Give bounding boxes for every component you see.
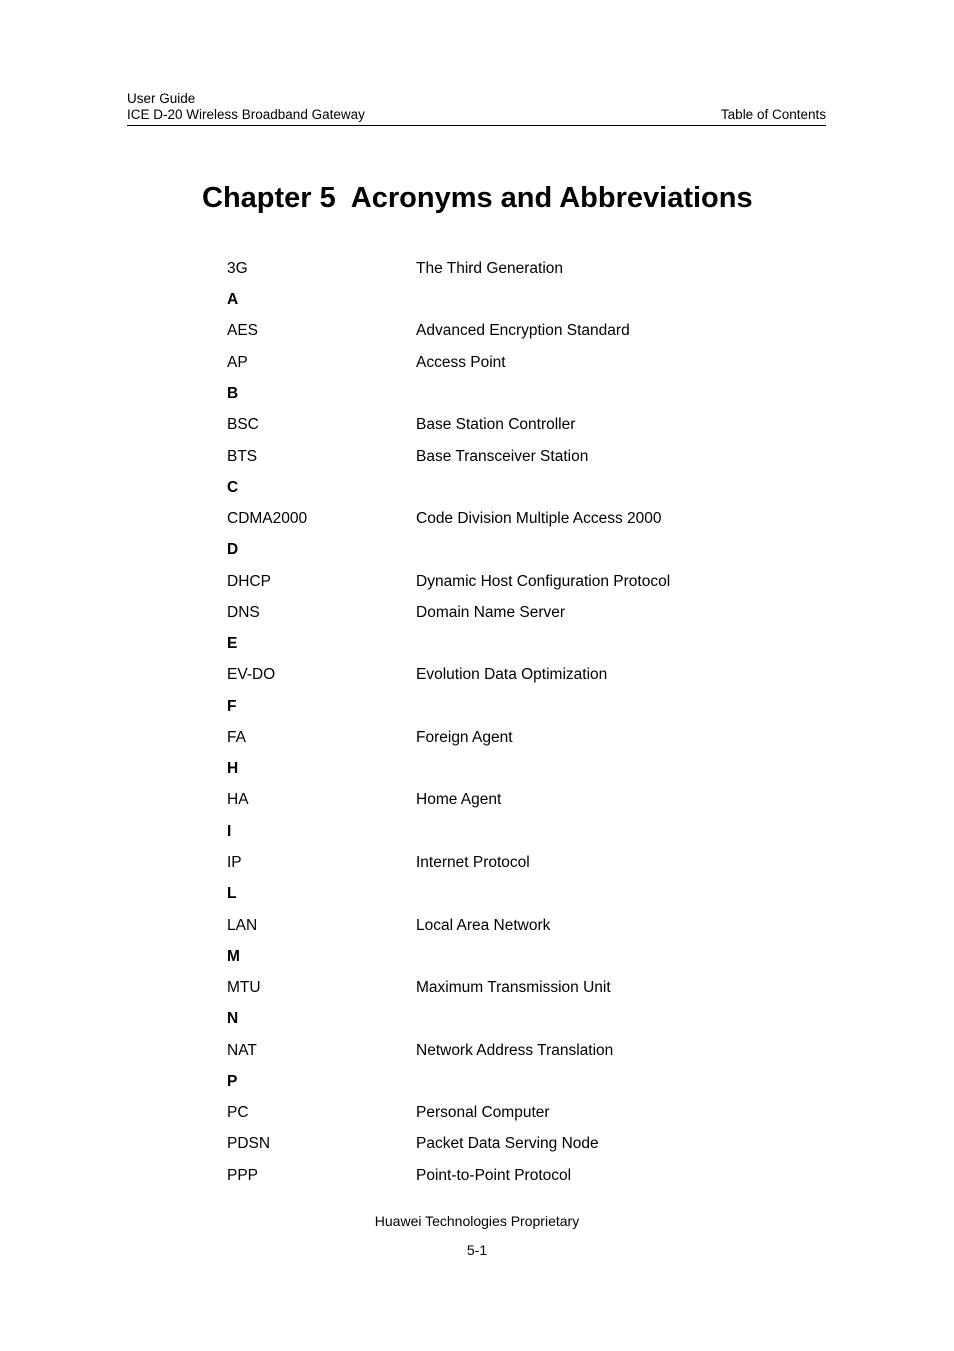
acronym-term: MTU (227, 979, 261, 996)
letter-heading-label: D (227, 541, 239, 558)
letter-heading (227, 384, 787, 404)
acronym-row (227, 853, 787, 873)
letter-heading (227, 1009, 787, 1029)
header-doc-type: User Guide (127, 91, 196, 106)
acronym-expansion: Internet Protocol (416, 854, 530, 871)
letter-heading-label: A (227, 291, 239, 308)
acronym-expansion: Local Area Network (416, 917, 551, 934)
letter-heading (227, 759, 787, 779)
acronym-row (227, 353, 787, 373)
letter-heading (227, 540, 787, 560)
letter-heading (227, 478, 787, 498)
letter-heading-label: P (227, 1073, 238, 1090)
acronym-term: PC (227, 1104, 249, 1121)
acronym-term: 3G (227, 260, 248, 277)
acronym-row (227, 415, 787, 435)
acronym-term: DHCP (227, 573, 271, 590)
letter-heading-label: F (227, 698, 237, 715)
acronym-expansion: Packet Data Serving Node (416, 1135, 599, 1152)
acronym-term: EV-DO (227, 666, 276, 683)
header-section-name: Table of Contents (720, 107, 826, 122)
letter-heading (227, 884, 787, 904)
letter-heading (227, 822, 787, 842)
acronym-expansion: Base Transceiver Station (416, 448, 589, 465)
letter-heading (227, 290, 787, 310)
acronym-term: NAT (227, 1042, 257, 1059)
acronym-row (227, 603, 787, 623)
acronym-term: PPP (227, 1167, 259, 1184)
acronym-row (227, 1166, 787, 1186)
acronym-term: LAN (227, 917, 258, 934)
acronym-row (227, 1041, 787, 1061)
acronym-term: BSC (227, 416, 259, 433)
acronym-term: DNS (227, 604, 260, 621)
acronym-term: PDSN (227, 1135, 271, 1152)
letter-heading-label: M (227, 948, 240, 965)
page-number: 5-1 (466, 1242, 488, 1258)
acronym-term: HA (227, 791, 249, 808)
footer-proprietary-notice: Huawei Technologies Proprietary (374, 1213, 580, 1229)
letter-heading-label: I (227, 823, 232, 840)
acronym-row (227, 728, 787, 748)
acronym-expansion: Foreign Agent (416, 729, 513, 746)
acronym-term: CDMA2000 (227, 510, 308, 527)
acronym-expansion: Code Division Multiple Access 2000 (416, 510, 662, 527)
acronym-expansion: Personal Computer (416, 1104, 550, 1121)
acronym-term: AP (227, 354, 248, 371)
acronym-row (227, 321, 787, 341)
acronym-row (227, 1134, 787, 1154)
acronym-expansion: Point-to-Point Protocol (416, 1167, 572, 1184)
acronym-row (227, 572, 787, 592)
acronym-expansion: Dynamic Host Configuration Protocol (416, 573, 671, 590)
acronym-row (227, 509, 787, 529)
acronym-expansion: Advanced Encryption Standard (416, 322, 630, 339)
letter-heading-label: L (227, 885, 237, 902)
acronym-row (227, 447, 787, 467)
chapter-title: Chapter 5 Acronyms and Abbreviations (202, 182, 753, 214)
letter-heading-label: B (227, 385, 239, 402)
acronym-row (227, 665, 787, 685)
acronym-expansion: Base Station Controller (416, 416, 576, 433)
acronym-term: IP (227, 854, 242, 871)
header-product-name: ICE D-20 Wireless Broadband Gateway (127, 107, 365, 122)
letter-heading-label: C (227, 479, 239, 496)
letter-heading-label: E (227, 635, 238, 652)
letter-heading (227, 634, 787, 654)
acronym-expansion: Network Address Translation (416, 1042, 614, 1059)
acronym-row (227, 1103, 787, 1123)
acronym-expansion: Maximum Transmission Unit (416, 979, 611, 996)
letter-heading-label: N (227, 1010, 239, 1027)
acronym-row (227, 916, 787, 936)
acronym-term: BTS (227, 448, 258, 465)
letter-heading-label: H (227, 760, 239, 777)
letter-heading (227, 697, 787, 717)
letter-heading (227, 947, 787, 967)
page-header (127, 90, 826, 126)
acronym-row (227, 790, 787, 810)
acronym-expansion: Home Agent (416, 791, 502, 808)
acronym-row (227, 978, 787, 998)
acronym-expansion: Evolution Data Optimization (416, 666, 608, 683)
acronym-term: FA (227, 729, 246, 746)
acronym-expansion: Domain Name Server (416, 604, 566, 621)
acronym-expansion: Access Point (416, 354, 506, 371)
acronym-row (227, 259, 787, 279)
acronym-term: AES (227, 322, 259, 339)
acronym-expansion: The Third Generation (416, 260, 564, 277)
letter-heading (227, 1072, 787, 1092)
